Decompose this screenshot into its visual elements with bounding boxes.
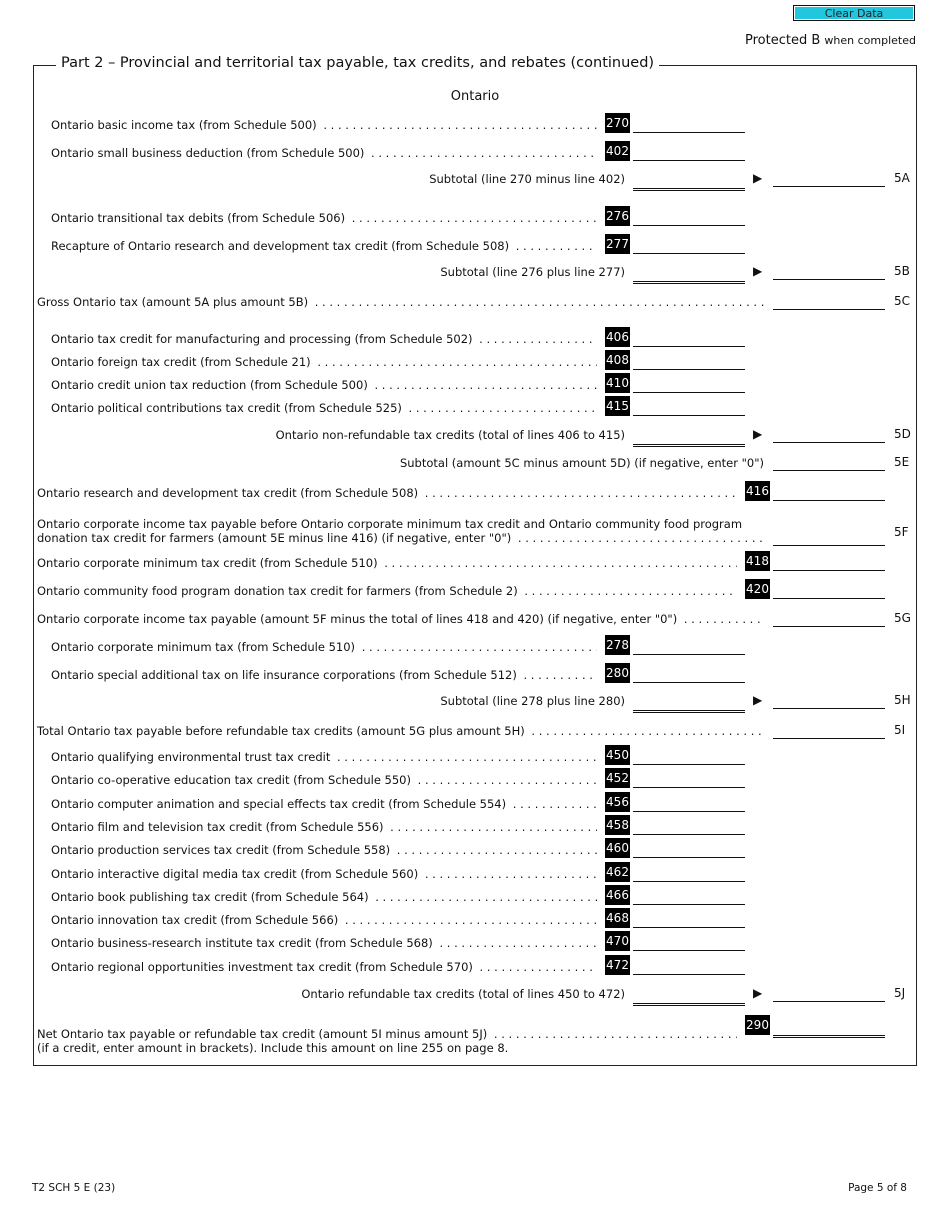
amount-field-470[interactable] (633, 937, 745, 951)
amount-field-408[interactable] (633, 356, 745, 370)
line-label (37, 724, 765, 738)
line-label (301, 987, 628, 1001)
amount-code-5E: 5E (894, 455, 910, 469)
line-code-290: 290 (745, 1015, 770, 1035)
line-label (51, 867, 597, 881)
amount-field-415[interactable] (633, 402, 745, 416)
line-label-row-2 (37, 531, 765, 545)
line-label-text: Subtotal (amount 5C minus amount 5D) (if negative, enter "0") (400, 456, 767, 470)
protected-small: when completed (824, 34, 916, 47)
line-label-text: Gross Ontario tax (amount 5A plus amount 5B) (37, 295, 311, 309)
form-line-290 (0, 1012, 950, 1056)
amount-field-418[interactable] (773, 557, 885, 571)
amount-field-277[interactable] (633, 240, 745, 254)
line-label (51, 378, 597, 392)
amount-field-466[interactable] (633, 891, 745, 905)
amount-field-410[interactable] (633, 379, 745, 393)
amount-code-5H: 5H (894, 693, 911, 707)
form-line-415 (0, 393, 950, 419)
line-label-text: Ontario corporate minimum tax credit (from Schedule 510) (37, 556, 381, 570)
form-line-277 (0, 231, 950, 257)
line-label-text: Ontario research and development tax credit (from Schedule 508) (37, 486, 421, 500)
protected-b-notice (745, 33, 916, 48)
subtotal-field-5D[interactable] (633, 431, 745, 447)
line-label-row-1 (37, 1027, 737, 1041)
line-label (51, 146, 597, 160)
arrow-icon: ▶ (753, 427, 763, 441)
line-label-text: Ontario regional opportunities investment tax credit (from Schedule 570) (51, 960, 476, 974)
line-code-460: 460 (605, 838, 630, 858)
amount-code-5I: 5I (894, 723, 906, 737)
line-label-text: Ontario political contributions tax credit (from Schedule 525) (51, 401, 405, 415)
line-label-row-1 (37, 517, 765, 531)
line-code-466: 466 (605, 885, 630, 905)
amount-code-5G: 5G (894, 611, 911, 625)
line-label-text: Ontario refundable tax credits (total of lines 450 to 472) (301, 987, 628, 1001)
line-label (51, 773, 597, 787)
line-label-text: Recapture of Ontario research and development tax credit (from Schedule 508) (51, 239, 512, 253)
arrow-icon: ▶ (753, 171, 763, 185)
form-line-5D (0, 420, 950, 446)
form-line-452 (0, 765, 950, 791)
amount-field-5D[interactable] (773, 429, 885, 443)
form-line-280 (0, 660, 950, 686)
form-identifier: T2 SCH 5 E (23) (32, 1182, 116, 1194)
line-label-row-2 (37, 1041, 737, 1055)
line-label-text: Ontario corporate minimum tax (from Schedule 510) (51, 640, 358, 654)
form-line-5J (0, 979, 950, 1005)
amount-field-280[interactable] (633, 669, 745, 683)
line-label-text: Ontario non-refundable tax credits (total of lines 406 to 415) (276, 428, 628, 442)
line-code-277: 277 (605, 234, 630, 254)
line-label-text: Ontario community food program donation tax credit for farmers (from Schedule 2) (37, 584, 521, 598)
line-label-text: Total Ontario tax payable before refundable tax credits (amount 5G plus amount 5H) (37, 724, 528, 738)
subtotal-field-5B[interactable] (633, 268, 745, 284)
line-label-text: Ontario transitional tax debits (from Schedule 506) (51, 211, 348, 225)
line-label (37, 584, 737, 598)
amount-field-460[interactable] (633, 844, 745, 858)
line-label-text: Net Ontario tax payable or refundable tax credit (amount 5I minus amount 5J) (37, 1027, 490, 1041)
line-code-456: 456 (605, 792, 630, 812)
amount-code-5B: 5B (894, 264, 910, 278)
line-label (51, 843, 597, 857)
arrow-icon: ▶ (753, 693, 763, 707)
line-label-text: Ontario tax credit for manufacturing and processing (from Schedule 502) (51, 332, 476, 346)
line-code-410: 410 (605, 373, 630, 393)
line-label-text: Ontario small business deduction (from Schedule 500) (51, 146, 367, 160)
amount-field-456[interactable] (633, 798, 745, 812)
line-label-text: Subtotal (line 270 minus line 402) (429, 172, 628, 186)
amount-field-472[interactable] (633, 961, 745, 975)
form-line-5H (0, 686, 950, 712)
subtotal-field-5J[interactable] (633, 990, 745, 1006)
form-line-5B (0, 257, 950, 283)
line-label-text: (if a credit, enter amount in brackets). Include this amount on line 255 on page 8. (37, 1041, 511, 1055)
line-label-text: Subtotal (line 276 plus line 277) (440, 265, 628, 279)
line-label-text: Ontario special additional tax on life insurance corporations (from Schedule 512) (51, 668, 520, 682)
form-line-5I (0, 716, 950, 742)
line-code-408: 408 (605, 350, 630, 370)
arrow-icon: ▶ (753, 986, 763, 1000)
line-code-420: 420 (745, 579, 770, 599)
amount-field-452[interactable] (633, 774, 745, 788)
amount-field-420[interactable] (773, 585, 885, 599)
line-code-472: 472 (605, 955, 630, 975)
line-label (51, 750, 597, 764)
line-label (51, 890, 597, 904)
amount-field-468[interactable] (633, 914, 745, 928)
line-label-text: Ontario co-operative education tax credit (from Schedule 550) (51, 773, 414, 787)
clear-data-button[interactable]: Clear Data (793, 5, 915, 21)
amount-code-5F: 5F (894, 525, 909, 539)
amount-field-5H[interactable] (773, 695, 885, 709)
amount-field-462[interactable] (633, 868, 745, 882)
amount-field-5C[interactable] (773, 296, 885, 310)
line-code-280: 280 (605, 663, 630, 683)
amount-field-5B[interactable] (773, 266, 885, 280)
line-code-462: 462 (605, 862, 630, 882)
line-label (51, 401, 597, 415)
part-title: Part 2 – Provincial and territorial tax payable, tax credits, and rebates (continued) (56, 55, 659, 71)
line-label (51, 668, 597, 682)
line-label-text: Ontario credit union tax reduction (from Schedule 500) (51, 378, 371, 392)
line-label (51, 211, 597, 225)
line-label-text: Ontario computer animation and special effects tax credit (from Schedule 554) (51, 797, 509, 811)
line-label (51, 239, 597, 253)
amount-field-5J[interactable] (773, 988, 885, 1002)
page-number: Page 5 of 8 (848, 1182, 907, 1194)
line-label-text: Ontario innovation tax credit (from Schedule 566) (51, 913, 341, 927)
line-label-text: Ontario business-research institute tax credit (from Schedule 568) (51, 936, 436, 950)
line-label-text: Ontario basic income tax (from Schedule 500) (51, 118, 320, 132)
arrow-icon: ▶ (753, 264, 763, 278)
line-code-418: 418 (745, 551, 770, 571)
line-code-415: 415 (605, 396, 630, 416)
form-line-5F (0, 519, 950, 549)
line-code-276: 276 (605, 206, 630, 226)
line-label (400, 456, 767, 470)
amount-field-5F[interactable] (773, 532, 885, 546)
line-code-416: 416 (745, 481, 770, 501)
line-label-text: Ontario corporate income tax payable (amount 5F minus the total of lines 418 and 420) (if negative, enter "0") (37, 612, 680, 626)
protected-main: Protected B (745, 33, 821, 48)
amount-field-406[interactable] (633, 333, 745, 347)
line-label (37, 486, 737, 500)
form-line-418 (0, 548, 950, 574)
line-label (276, 428, 628, 442)
form-line-5A (0, 164, 950, 190)
line-code-270: 270 (605, 113, 630, 133)
amount-code-5D: 5D (894, 427, 911, 441)
line-label (51, 118, 597, 132)
form-line-270 (0, 110, 950, 136)
line-label-text: Subtotal (line 278 plus line 280) (440, 694, 628, 708)
amount-field-290[interactable] (773, 1022, 885, 1038)
line-code-452: 452 (605, 768, 630, 788)
amount-field-5E[interactable] (773, 457, 885, 471)
line-label (51, 332, 597, 346)
form-line-5E (0, 448, 950, 474)
line-label (51, 913, 597, 927)
line-label (51, 960, 597, 974)
amount-field-5I[interactable] (773, 725, 885, 739)
line-label (429, 172, 628, 186)
form-line-416 (0, 478, 950, 504)
line-code-468: 468 (605, 908, 630, 928)
line-label-text: Ontario production services tax credit (from Schedule 558) (51, 843, 393, 857)
amount-field-450[interactable] (633, 751, 745, 765)
line-label (37, 612, 765, 626)
line-label-text: Ontario corporate income tax payable before Ontario corporate minimum tax credit and Ontario community food program (37, 517, 745, 531)
amount-field-416[interactable] (773, 487, 885, 501)
line-label-text: Ontario book publishing tax credit (from Schedule 564) (51, 890, 372, 904)
line-label (37, 556, 737, 570)
form-line-5C (0, 287, 950, 313)
amount-field-276[interactable] (633, 212, 745, 226)
amount-field-270[interactable] (633, 119, 745, 133)
line-label (51, 936, 597, 950)
line-label-text: donation tax credit for farmers (amount 5E minus line 416) (if negative, enter "0") (37, 531, 514, 545)
line-label (51, 797, 597, 811)
line-label (440, 694, 628, 708)
amount-code-5J: 5J (894, 986, 906, 1000)
line-code-458: 458 (605, 815, 630, 835)
section-title-ontario: Ontario (450, 89, 500, 104)
amount-code-5C: 5C (894, 294, 911, 308)
line-label-text: Ontario foreign tax credit (from Schedule 21) (51, 355, 314, 369)
amount-field-402[interactable] (633, 147, 745, 161)
amount-code-5A: 5A (894, 171, 910, 185)
line-label-text: Ontario film and television tax credit (from Schedule 556) (51, 820, 387, 834)
form-line-472 (0, 952, 950, 978)
form-line-470 (0, 928, 950, 954)
amount-field-458[interactable] (633, 821, 745, 835)
line-code-450: 450 (605, 745, 630, 765)
line-code-470: 470 (605, 931, 630, 951)
line-code-278: 278 (605, 635, 630, 655)
line-code-402: 402 (605, 141, 630, 161)
line-label (37, 295, 765, 309)
form-line-278 (0, 632, 950, 658)
amount-field-278[interactable] (633, 641, 745, 655)
line-label (51, 640, 597, 654)
amount-field-5A[interactable] (773, 173, 885, 187)
subtotal-field-5H[interactable] (633, 697, 745, 713)
line-label (51, 355, 597, 369)
line-label (51, 820, 597, 834)
amount-field-5G[interactable] (773, 613, 885, 627)
form-line-5G (0, 604, 950, 630)
line-label-text: Ontario interactive digital media tax credit (from Schedule 560) (51, 867, 421, 881)
form-line-276 (0, 203, 950, 229)
line-label (37, 1027, 737, 1055)
line-label (440, 265, 628, 279)
form-line-402 (0, 138, 950, 164)
form-line-460 (0, 835, 950, 861)
line-code-406: 406 (605, 327, 630, 347)
subtotal-field-5A[interactable] (633, 175, 745, 191)
line-label (37, 517, 765, 545)
form-line-420 (0, 576, 950, 602)
line-label-text: Ontario qualifying environmental trust tax credit (51, 750, 333, 764)
